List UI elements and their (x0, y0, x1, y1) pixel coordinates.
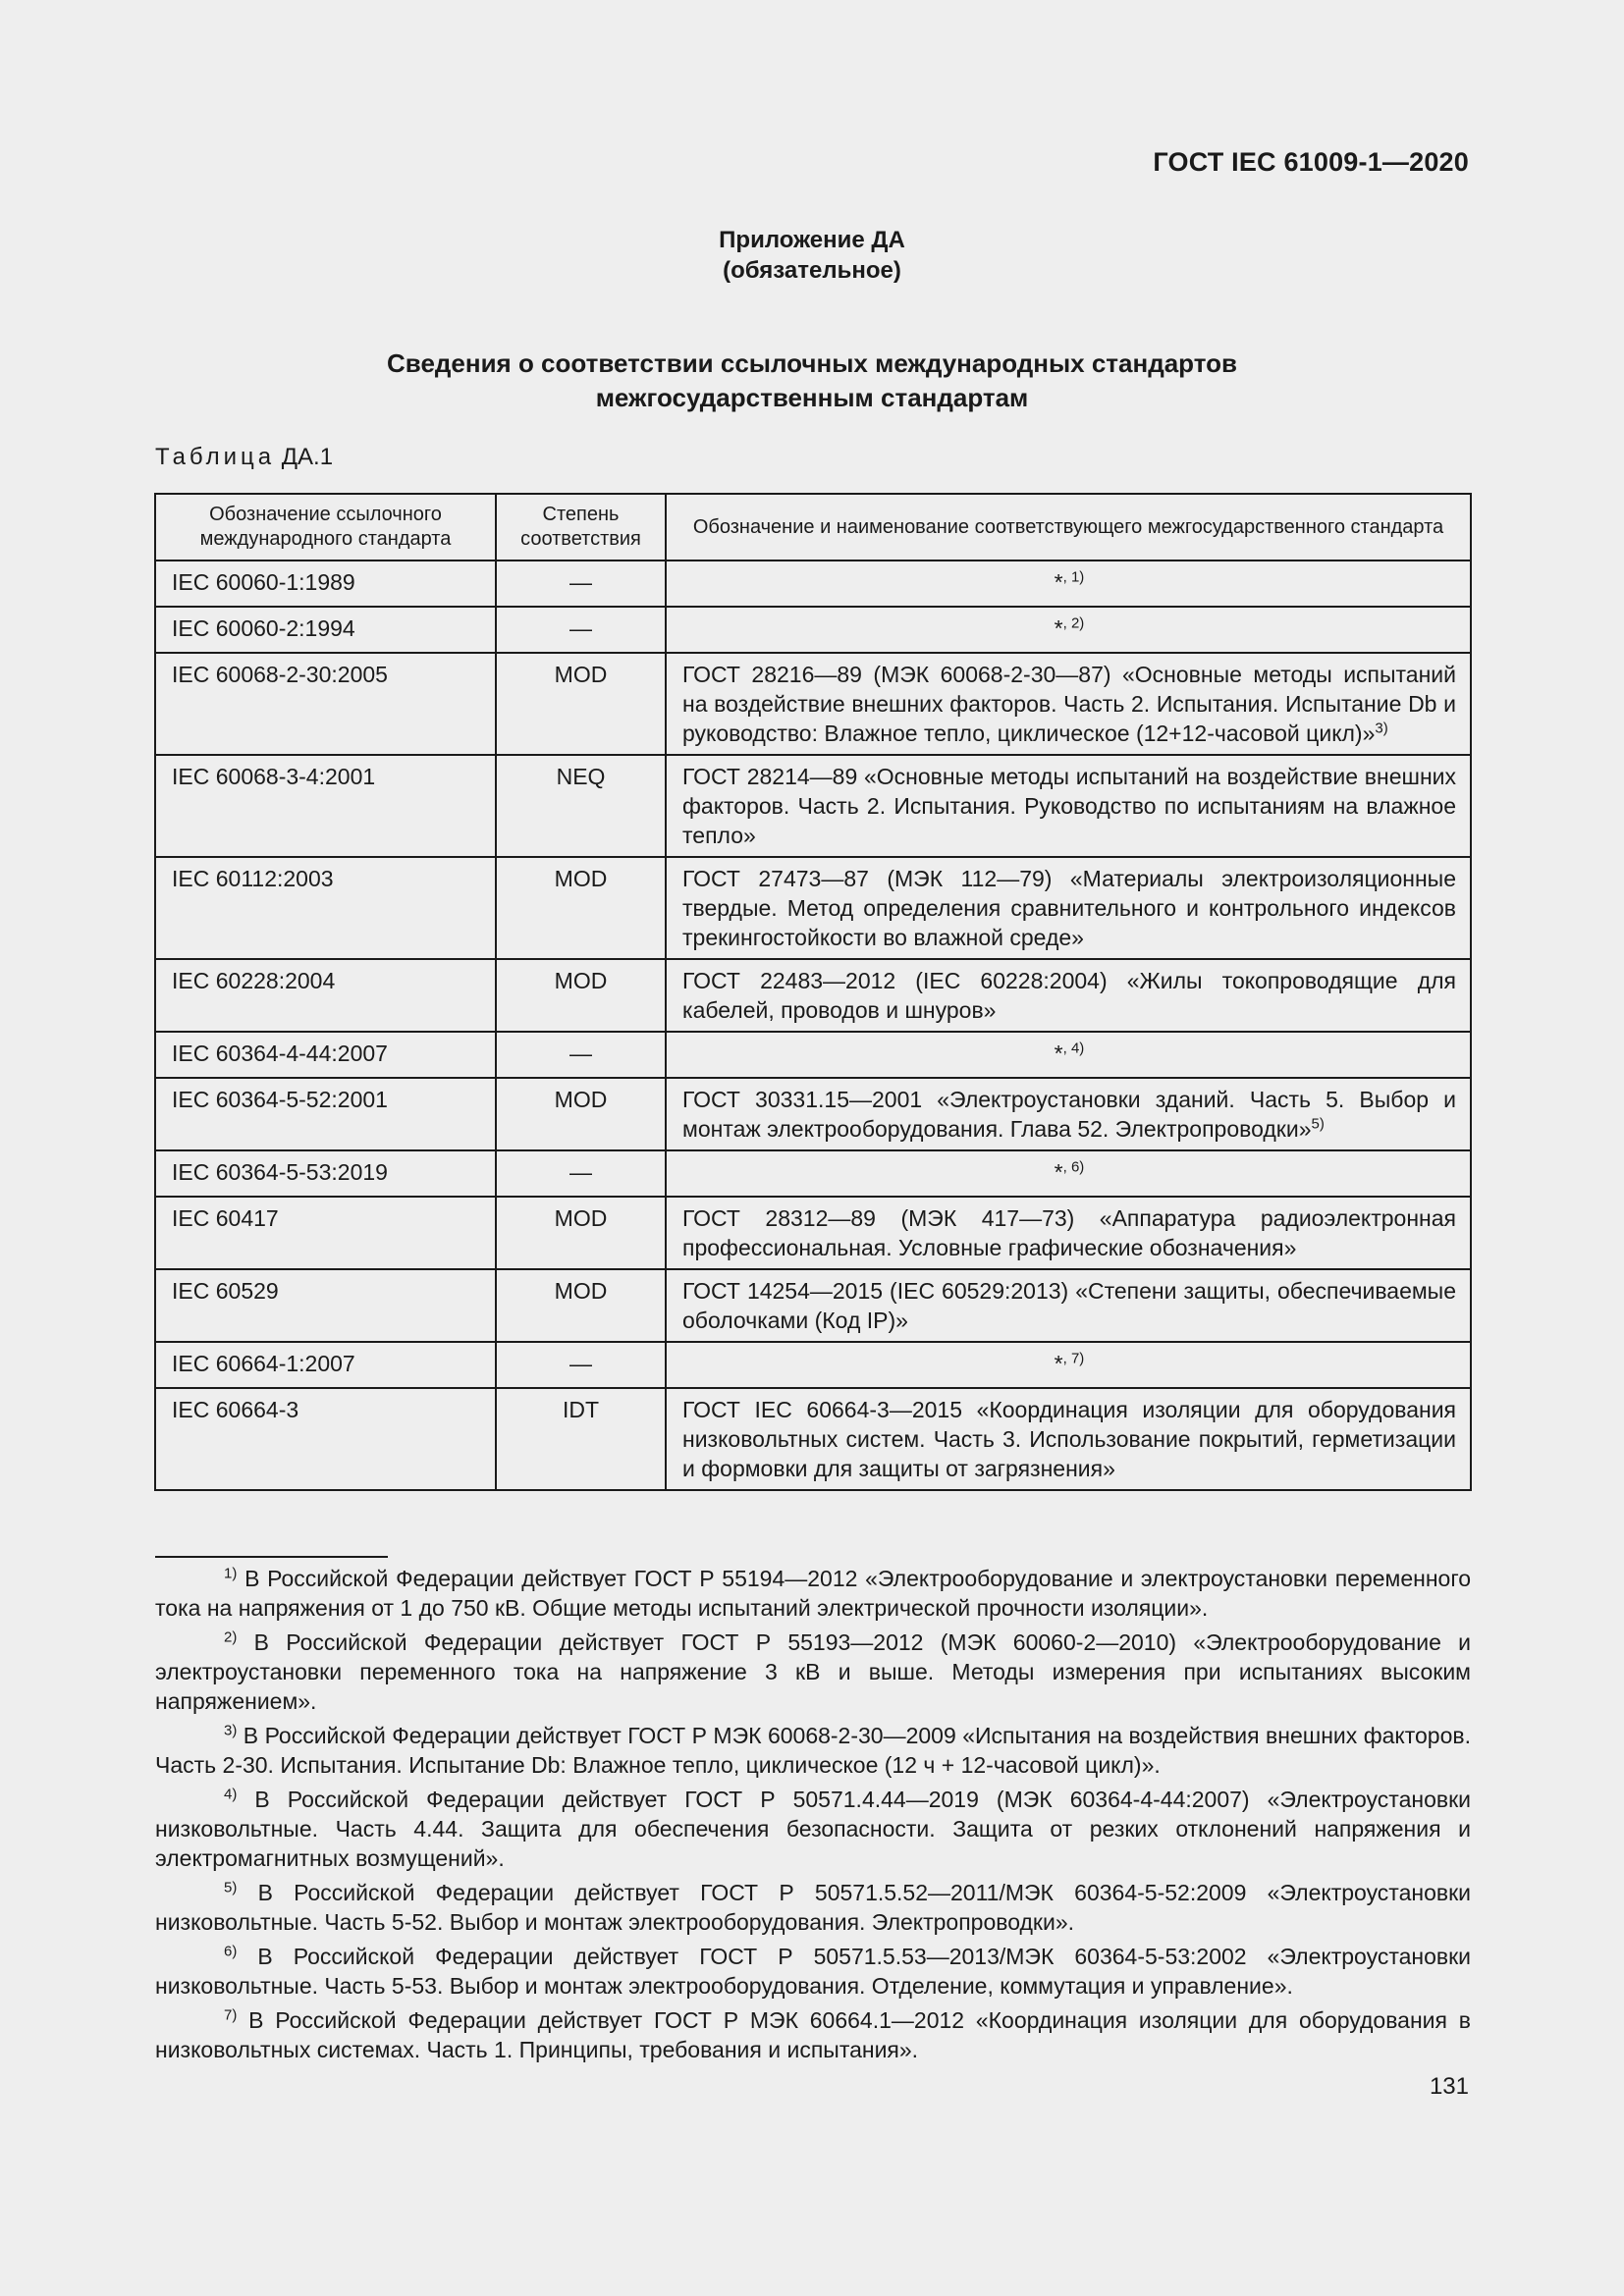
footnote-mark: 6) (224, 1943, 238, 1960)
cell-name-text: * (1054, 569, 1063, 595)
cell-name-text: ГОСТ 30331.15—2001 «Электроустановки зданий. Часть 5. Выбор и монтаж электрооборудования. Глава 52. Электропроводки» (682, 1087, 1456, 1142)
cell-standard: IEC 60364-5-52:2001 (155, 1078, 496, 1150)
cell-name-text: ГОСТ 27473—87 (МЭК 112—79) «Материалы электроизоляционные твердые. Метод определения сравнительного и контрольного индексов трекингостойкости во влажной среде» (682, 866, 1456, 950)
footnote-ref: , 6) (1062, 1158, 1085, 1176)
cell-standard: IEC 60112:2003 (155, 857, 496, 959)
cell-standard: IEC 60060-1:1989 (155, 561, 496, 607)
cell-degree: IDT (496, 1388, 666, 1490)
cell-degree: — (496, 607, 666, 653)
cell-degree: MOD (496, 959, 666, 1032)
cell-degree: — (496, 561, 666, 607)
table-row (155, 1032, 1471, 1078)
cell-name-text: * (1054, 1159, 1063, 1185)
footnote-text: В Российской Федерации действует ГОСТ Р 50571.5.52—2011/МЭК 60364-5-52:2009 «Электроустановки низковольтные. Часть 5-52. Выбор и монтаж электрооборудования. Электропроводки». (155, 1880, 1471, 1935)
cell-standard: IEC 60228:2004 (155, 959, 496, 1032)
cell-degree: MOD (496, 653, 666, 755)
footnote-ref: 5) (1311, 1115, 1325, 1133)
footnote (155, 1564, 1471, 1623)
cell-name (666, 653, 1471, 755)
table-row (155, 561, 1471, 607)
cell-name (666, 857, 1471, 959)
cell-name (666, 1150, 1471, 1197)
cell-name-text: ГОСТ IEC 60664-3—2015 «Координация изоляции для оборудования низковольтных систем. Часть 3. Использование покрытий, герметизации и формовки для защиты от загрязнения» (682, 1397, 1456, 1481)
footnote-text: В Российской Федерации действует ГОСТ Р 50571.5.53—2013/МЭК 60364-5-53:2002 «Электроустановки низковольтные. Часть 5-53. Выбор и монтаж электрооборудования. Отделение, коммутация и управление». (155, 1944, 1472, 1999)
footnote-ref: , 7) (1062, 1350, 1085, 1367)
header-cell-degree: Степень соответствия (496, 494, 666, 561)
footnote-ref: , 1) (1062, 568, 1085, 586)
footnote-text: В Российской Федерации действует ГОСТ Р МЭК 60068-2-30—2009 «Испытания на воздействия внешних факторов. Часть 2-30. Испытания. Испытание Db: Влажное тепло, циклическое (12 ч + 12-часовой цикл)». (155, 1723, 1472, 1778)
table-row (155, 755, 1471, 857)
cell-standard: IEC 60364-5-53:2019 (155, 1150, 496, 1197)
footnote (155, 1785, 1471, 1873)
appendix-title: Приложение ДА (719, 227, 905, 253)
table-header-row (155, 494, 1471, 561)
cell-name (666, 561, 1471, 607)
table-label (155, 444, 333, 471)
footnote (155, 2005, 1471, 2064)
table-row (155, 959, 1471, 1032)
cell-name (666, 755, 1471, 857)
cell-name (666, 1197, 1471, 1269)
section-title-line: межгосударственным стандартам (595, 383, 1029, 412)
cell-degree: MOD (496, 1269, 666, 1342)
cell-name-text: ГОСТ 28214—89 «Основные методы испытаний на воздействие внешних факторов. Часть 2. Испытания. Руководство по испытаниям на влажное тепло» (682, 764, 1456, 848)
cell-standard: IEC 60529 (155, 1269, 496, 1342)
footnote-mark: 4) (224, 1786, 238, 1803)
cell-name (666, 959, 1471, 1032)
cell-degree: NEQ (496, 755, 666, 857)
footnote-ref: 3) (1375, 720, 1388, 737)
footnote (155, 1628, 1471, 1716)
cell-standard: IEC 60664-3 (155, 1388, 496, 1490)
table-row (155, 1342, 1471, 1388)
table-row (155, 1388, 1471, 1490)
cell-name (666, 1078, 1471, 1150)
section-title (0, 347, 1624, 415)
cell-name (666, 1388, 1471, 1490)
table-row (155, 607, 1471, 653)
footnote (155, 1942, 1471, 2001)
table-row (155, 1078, 1471, 1150)
cell-name-text: ГОСТ 14254—2015 (IEC 60529:2013) «Степени защиты, обеспечиваемые оболочками (Код IP)» (682, 1278, 1456, 1333)
footnote-mark: 3) (224, 1722, 238, 1739)
appendix-heading (0, 225, 1624, 286)
table-row (155, 1269, 1471, 1342)
cell-name-text: ГОСТ 28216—89 (МЭК 60068-2-30—87) «Основные методы испытаний на воздействие внешних факторов. Часть 2. Испытания. Испытание Db и руководство: Влажное тепло, циклическое (12+12-часовой цикл)» (682, 662, 1456, 746)
footnote-mark: 2) (224, 1629, 238, 1646)
cell-name-text: * (1054, 1041, 1063, 1066)
cell-name-text: * (1054, 615, 1063, 641)
footnote-mark: 5) (224, 1879, 238, 1896)
footnote-mark: 1) (224, 1565, 238, 1582)
cell-degree: MOD (496, 1197, 666, 1269)
footnote-text: В Российской Федерации действует ГОСТ Р 55193—2012 (МЭК 60060-2—2010) «Электрооборудование и электроустановки переменного тока на напряжение 3 кВ и выше. Методы измерения при испытаниях высоким напряжением». (155, 1629, 1471, 1714)
cell-standard: IEC 60664-1:2007 (155, 1342, 496, 1388)
footnote (155, 1878, 1471, 1937)
cell-degree: MOD (496, 857, 666, 959)
cell-name-text: * (1054, 1351, 1063, 1376)
cell-standard: IEC 60060-2:1994 (155, 607, 496, 653)
document-code: ГОСТ IEC 61009-1—2020 (1153, 147, 1469, 177)
footnote-text: В Российской Федерации действует ГОСТ Р МЭК 60664.1—2012 «Координация изоляции для оборудования в низковольтных системах. Часть 1. Принципы, требования и испытания». (155, 2007, 1471, 2062)
table-row (155, 1197, 1471, 1269)
cell-standard: IEC 60068-2-30:2005 (155, 653, 496, 755)
cell-degree: — (496, 1032, 666, 1078)
table-row (155, 1150, 1471, 1197)
cell-name (666, 1269, 1471, 1342)
header-cell-name: Обозначение и наименование соответствующего межгосударственного стандарта (666, 494, 1471, 561)
appendix-type: (обязательное) (723, 257, 901, 284)
footnote-mark: 7) (224, 2006, 238, 2024)
cell-standard: IEC 60364-4-44:2007 (155, 1032, 496, 1078)
standards-table (154, 493, 1472, 1491)
table-label-number: ДА.1 (281, 444, 334, 470)
cell-name-text: ГОСТ 22483—2012 (IEC 60228:2004) «Жилы токопроводящие для кабелей, проводов и шнуров» (682, 968, 1456, 1023)
cell-name (666, 1342, 1471, 1388)
footnotes (155, 1564, 1471, 2069)
cell-standard: IEC 60417 (155, 1197, 496, 1269)
table-row (155, 857, 1471, 959)
cell-name (666, 607, 1471, 653)
footnote-ref: , 2) (1062, 614, 1085, 632)
cell-degree: — (496, 1342, 666, 1388)
table-label-word: Таблица (155, 444, 276, 470)
cell-degree: MOD (496, 1078, 666, 1150)
section-title-line: Сведения о соответствии ссылочных международных стандартов (387, 348, 1237, 378)
footnote-divider (155, 1556, 388, 1558)
table-row (155, 653, 1471, 755)
header-cell-standard: Обозначение ссылочного международного стандарта (155, 494, 496, 561)
footnote-ref: , 4) (1062, 1040, 1085, 1057)
cell-name-text: ГОСТ 28312—89 (МЭК 417—73) «Аппаратура радиоэлектронная профессиональная. Условные графические обозначения» (682, 1205, 1456, 1260)
footnote-text: В Российской Федерации действует ГОСТ Р 55194—2012 «Электрооборудование и электроустановки переменного тока на напряжения от 1 до 750 кВ. Общие методы испытаний электрической прочности изоляции». (155, 1566, 1471, 1621)
footnote (155, 1721, 1471, 1780)
page-number: 131 (1429, 2073, 1469, 2100)
footnote-text: В Российской Федерации действует ГОСТ Р 50571.4.44—2019 (МЭК 60364-4-44:2007) «Электроустановки низковольтные. Часть 4.44. Защита для обеспечения безопасности. Защита от резких отклонений напряжения и электромагнитных возмущений». (155, 1787, 1471, 1871)
cell-degree: — (496, 1150, 666, 1197)
cell-name (666, 1032, 1471, 1078)
cell-standard: IEC 60068-3-4:2001 (155, 755, 496, 857)
